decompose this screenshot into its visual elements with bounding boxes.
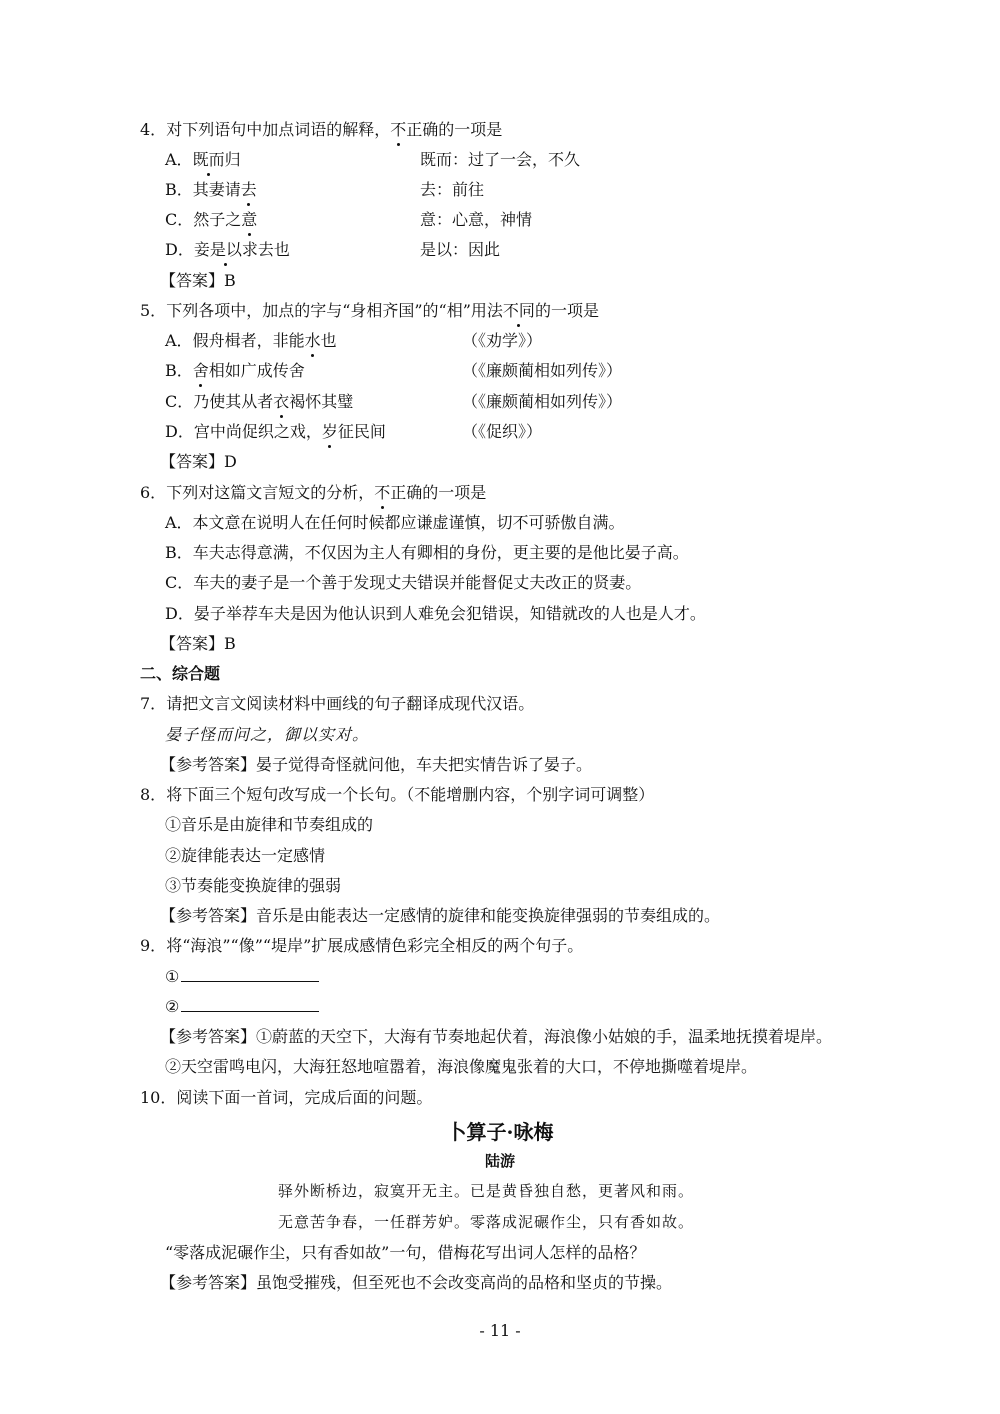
- q4-stem: 4．对下列语句中加点词语的解释，不正确的一项是: [140, 120, 503, 139]
- q4-answer: 【答案】B: [160, 271, 236, 290]
- q10-stem: 10．阅读下面一首词，完成后面的问题。: [140, 1088, 433, 1107]
- q8-stem: 8．将下面三个短句改写成一个长句。（不能增删内容，个别字词可调整）: [140, 785, 655, 804]
- q4-gloss-d: 是以：因此: [420, 240, 501, 259]
- q4-option-c: C．然子之意: [165, 210, 258, 229]
- q5-answer: 【答案】D: [160, 452, 237, 471]
- q6-option-c: C．车夫的妻子是一个善于发现丈夫错误并能督促丈夫改正的贤妻。: [165, 573, 642, 592]
- q4-gloss-b: 去：前往: [420, 180, 485, 199]
- q5-source-b: （《廉颇蔺相如列传》）: [462, 361, 623, 380]
- poem-author: 陆游: [484, 1152, 515, 1170]
- q5-option-d: D．宫中尚促织之戏，岁征民间: [165, 422, 386, 441]
- q9-answer-1: 【参考答案】①蔚蓝的天空下，大海有节奏地起伏着，海浪像小姑娘的手，温柔地抚摸着堤岸。: [160, 1027, 833, 1046]
- q5-source-c: （《廉颇蔺相如列传》）: [462, 392, 623, 411]
- q5-option-a: A．假舟楫者，非能水也: [165, 331, 337, 350]
- q6-stem: 6．下列对这篇文言短文的分析，不正确的一项是: [140, 483, 487, 502]
- q7-answer: 【参考答案】晏子觉得奇怪就问他，车夫把实情告诉了晏子。: [160, 755, 593, 774]
- q6-option-d: D．晏子举荐车夫是因为他认识到人难免会犯错误，知错就改的人也是人才。: [165, 604, 706, 623]
- q5-option-c: C．乃使其从者衣褐怀其璧: [165, 392, 354, 411]
- page-number: - 11 -: [479, 1321, 521, 1340]
- q6-answer: 【答案】B: [160, 634, 236, 653]
- q7-quote: 晏子怪而问之，御以实对。: [165, 725, 370, 744]
- q9-stem: 9．将“海浪”“像”“堤岸”扩展成感情色彩完全相反的两个句子。: [140, 936, 584, 955]
- poem-title: 卜算子·咏梅: [446, 1120, 554, 1144]
- q9-blank-2[interactable]: ②: [165, 997, 319, 1017]
- section-heading: 二、综合题: [140, 664, 221, 683]
- q8-answer: 【参考答案】音乐是由能表达一定感情的旋律和能变换旋律强弱的节奏组成的。: [160, 906, 721, 925]
- q10-answer: 【参考答案】虽饱受摧残，但至死也不会改变高尚的品格和坚贞的节操。: [160, 1273, 673, 1292]
- q4-option-b: B．其妻请去: [165, 180, 257, 199]
- q4-gloss-a: 既而：过了一会，不久: [420, 150, 581, 169]
- answer-blank-line[interactable]: [181, 967, 319, 982]
- emphasis-dot-char: 不: [390, 120, 407, 139]
- q5-source-d: （《促织》）: [462, 422, 543, 441]
- q10-question: “零落成泥碾作尘，只有香如故”一句，借梅花写出词人怎样的品格？: [165, 1243, 646, 1262]
- q5-stem: 5．下列各项中，加点的字与“身相齐国”的“相”用法不同的一项是: [140, 301, 599, 320]
- q8-item: ③节奏能变换旋律的强弱: [165, 876, 342, 895]
- q4-option-a: A．既而归: [165, 150, 241, 169]
- q7-stem: 7．请把文言文阅读材料中画线的句子翻译成现代汉语。: [140, 694, 535, 713]
- q4-option-d: D．妾是以求去也: [165, 240, 290, 259]
- q8-item: ②旋律能表达一定感情: [165, 846, 326, 865]
- answer-blank-line[interactable]: [181, 997, 319, 1012]
- poem-line: 驿外断桥边，寂寞开无主。已是黄昏独自愁，更著风和雨。: [278, 1182, 695, 1200]
- q9-answer-2: ②天空雷鸣电闪，大海狂怒地喧嚣着，海浪像魔鬼张着的大口，不停地撕噬着堤岸。: [165, 1057, 758, 1076]
- q8-item: ①音乐是由旋律和节奏组成的: [165, 815, 374, 834]
- q5-source-a: （《劝学》）: [462, 331, 543, 350]
- q5-option-b: B．舍相如广成传舍: [165, 361, 305, 380]
- q6-option-a: A．本文意在说明人在任何时候都应谦虚谨慎，切不可骄傲自满。: [165, 513, 625, 532]
- q4-gloss-c: 意：心意，神情: [420, 210, 533, 229]
- q9-blank-1[interactable]: ①: [165, 967, 319, 987]
- poem-line: 无意苦争春，一任群芳妒。零落成泥碾作尘，只有香如故。: [278, 1213, 695, 1231]
- q6-option-b: B．车夫志得意满，不仅因为主人有卿相的身份，更主要的是他比晏子高。: [165, 543, 689, 562]
